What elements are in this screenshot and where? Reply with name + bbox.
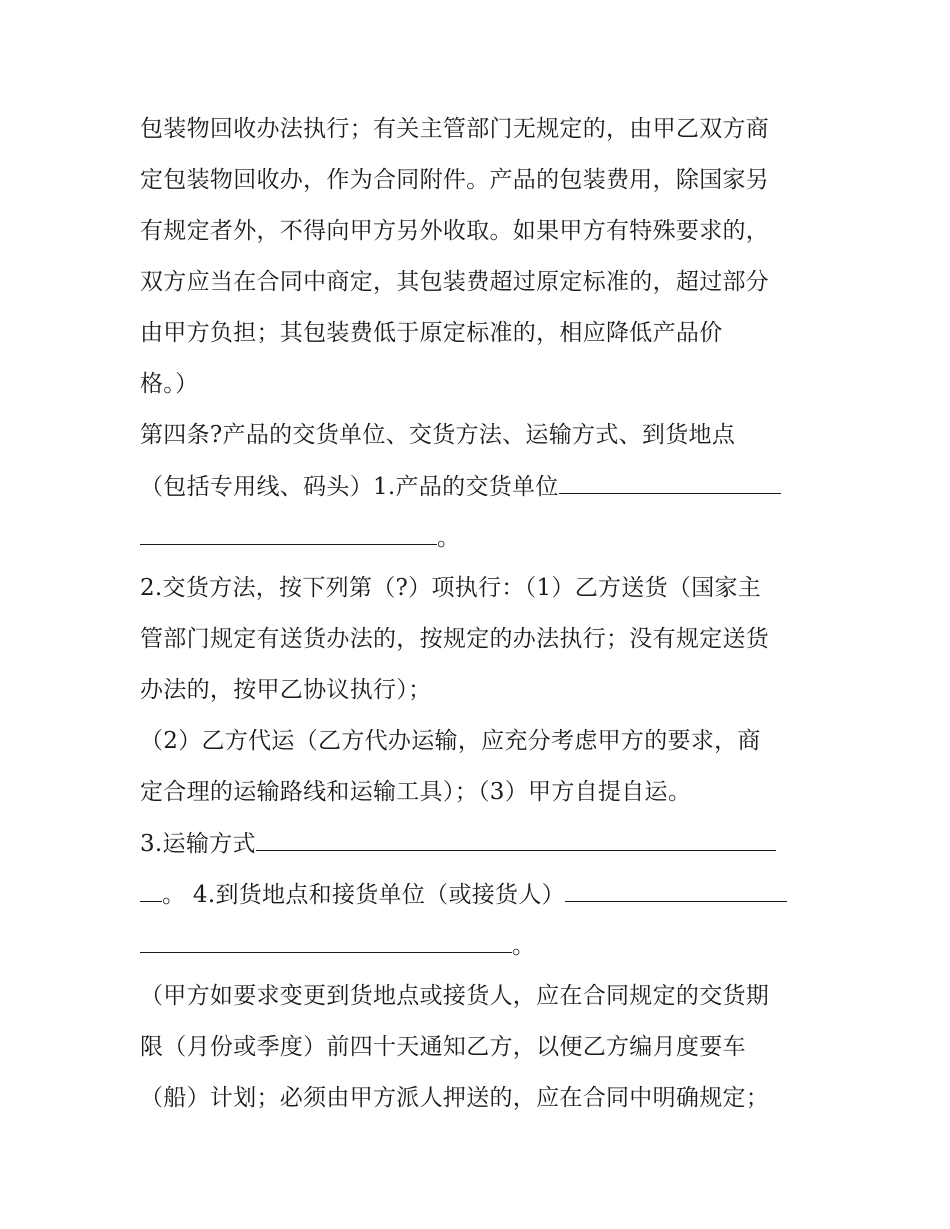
- blank-field: [140, 930, 512, 953]
- text-line: 格。）: [140, 371, 199, 397]
- text-line: [140, 930, 535, 960]
- text-line: 由甲方负担；其包装费低于原定标准的，相应降低产品价: [140, 320, 723, 346]
- blank-field: [140, 522, 437, 545]
- sentence-end: 。: [437, 525, 461, 551]
- text-line: [140, 828, 776, 858]
- text-line: （甲方如要求变更到货地点或接货人，应在合同规定的交货期: [140, 983, 770, 1009]
- item-1-label: （包括专用线、码头）1.产品的交货单位: [140, 474, 559, 500]
- text-line: 管部门规定有送货办法的，按规定的办法执行；没有规定送货: [140, 626, 770, 652]
- text-line: 包装物回收办法执行；有关主管部门无规定的，由甲乙双方商: [140, 116, 770, 142]
- blank-field: [140, 879, 162, 902]
- text-line: [140, 879, 787, 909]
- item-4-label: 。 4.到货地点和接货单位（或接货人）: [162, 882, 565, 908]
- text-line: 双方应当在合同中商定，其包装费超过原定标准的，超过部分: [140, 269, 770, 295]
- blank-field: [559, 471, 781, 494]
- article-4-title: 第四条?产品的交货单位、交货方法、运输方式、到货地点: [140, 422, 736, 448]
- text-line: （船）计划；必须由甲方派人押送的，应在合同中明确规定；: [140, 1085, 770, 1111]
- text-line: 有规定者外，不得向甲方另外收取。如果甲方有特殊要求的，: [140, 218, 770, 244]
- text-line: 定合理的运输路线和运输工具）；（3）甲方自提自运。: [140, 779, 692, 805]
- text-line: 办法的，按甲乙协议执行）；: [140, 677, 432, 703]
- text-line: [140, 522, 460, 552]
- text-line: [140, 471, 781, 501]
- text-line: 定包装物回收办，作为合同附件。产品的包装费用，除国家另: [140, 167, 770, 193]
- text-line: （2）乙方代运（乙方代办运输，应充分考虑甲方的要求，商: [140, 728, 761, 754]
- text-line: 限（月份或季度）前四十天通知乙方，以便乙方编月度要车: [140, 1034, 746, 1060]
- sentence-end: 。: [512, 933, 536, 959]
- item-3-label: 3.运输方式: [140, 831, 256, 857]
- blank-field: [256, 828, 776, 851]
- blank-field: [565, 879, 787, 902]
- text-line: 2.交货方法，按下列第（?）项执行：（1）乙方送货（国家主: [140, 575, 762, 601]
